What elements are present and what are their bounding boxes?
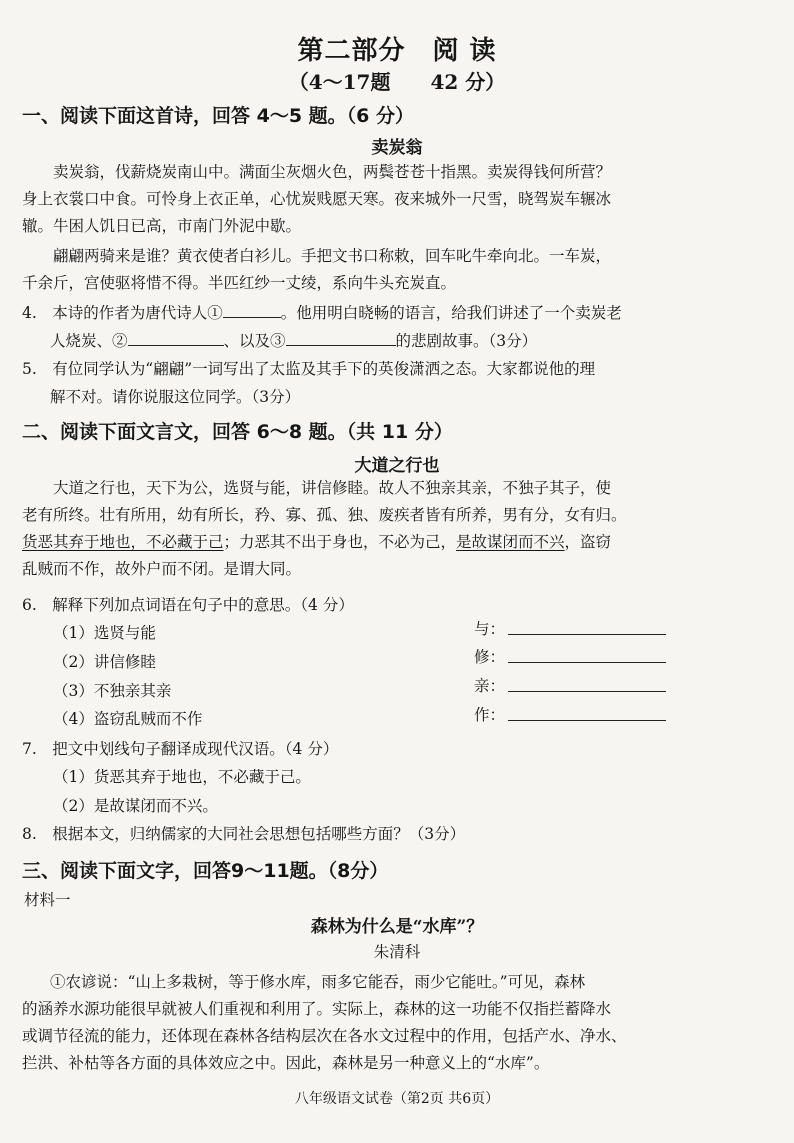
answer-blank-1[interactable] [223,317,281,318]
passage-line [22,530,611,552]
passage-text: ，盗窃 [564,533,612,551]
poem-line: 翩翩两骑来是谁？黄衣使者白衫儿。手把文书口称敕，回车叱牛牵向北。一车炭， [53,247,612,265]
question-6: 6. 解释下列加点词语在句子中的意思。（4 分） [22,596,354,614]
poem-line: 身上衣裳口中食。可怜身上衣正单，心忧炭贱愿天寒。夜来城外一尺雪，晓驾炭车辗冰 [22,190,612,208]
section-2-heading: 二、阅读下面文言文，回答 6～8 题。（共 11 分） [22,421,453,443]
q6-key: 与： [474,620,506,638]
question-7: 7. 把文中划线句子翻译成现代汉语。（4 分） [22,740,339,758]
q6-item: （1）选贤与能 [53,624,156,642]
q7-item: （2）是故谋闭而不兴。 [53,797,218,815]
passage-title: 大道之行也 [354,456,440,476]
answer-line[interactable] [508,634,666,635]
passage-line: 乱贼而不作，故外户而不闭。是谓大同。 [22,560,302,578]
question-5: 5. 有位同学认为“翩翩”一词写出了太监及其手下的英俊潇洒之态。大家都说他的理 [22,360,596,378]
question-4-cont [50,329,537,351]
underlined-sentence-1: 货恶其弃于地也，不必藏于己 [22,533,224,551]
q7-item: （1）货恶其弃于地也，不必藏于己。 [53,768,311,786]
question-4 [22,301,622,323]
passage-line: 大道之行也，天下为公，选贤与能，讲信修睦。故人不独亲其亲，不独子其子，使 [53,479,612,497]
article-title: 森林为什么是“水库”？ [310,917,484,937]
section-3-heading: 三、阅读下面文字，回答9～11题。（8分） [22,860,389,882]
answer-line[interactable] [508,662,666,663]
question-4-text: 4. 本诗的作者为唐代诗人① [22,304,223,322]
q6-key: 亲： [474,677,506,695]
underlined-sentence-2: 是故谋闭而不兴 [456,533,565,551]
question-8: 8. 根据本文，归纳儒家的大同社会思想包括哪些方面？（3分） [22,825,466,843]
answer-line[interactable] [508,720,666,721]
question-4-text: 、以及③ [223,332,286,350]
material-label: 材料一 [24,891,71,909]
q6-item: （2）讲信修睦 [53,653,156,671]
article-line: 的涵养水源功能很早就被人们重视和利用了。实际上，森林的这一功能不仅指拦蓄降水 [22,1000,612,1018]
section-1-heading: 一、阅读下面这首诗，回答 4～5 题。（6 分） [22,105,415,127]
article-author: 朱清科 [373,943,421,961]
article-line: 拦洪、补枯等各方面的具体效应之中。因此，森林是另一种意义上的“水库”。 [22,1054,550,1072]
passage-line: 老有所终。壮有所用，幼有所长，矜、寡、孤、独、废疾者皆有所养，男有分，女有归。 [22,506,627,524]
page-title: 第二部分 阅 读 [297,36,497,66]
q6-key: 修： [474,648,506,666]
article-line: 或调节径流的能力，还体现在森林各结构层次在各水文过程中的作用，包括产水、净水、 [22,1027,627,1045]
q6-item: （3）不独亲其亲 [53,682,172,700]
q6-key: 作： [474,706,506,724]
poem-line: 千余斤，宫使驱将惜不得。半匹红纱一丈绫，系向牛头充炭直。 [22,274,457,292]
answer-line[interactable] [508,691,666,692]
answer-blank-3[interactable] [286,345,396,346]
question-4-text: 。他用明白晓畅的语言，给我们讲述了一个卖炭老 [280,304,622,322]
poem-line: 卖炭翁，伐薪烧炭南山中。满面尘灰烟火色，两鬓苍苍十指黑。卖炭得钱何所营？ [53,163,612,181]
question-4-text: 的悲剧故事。（3分） [395,332,538,350]
page-footer: 八年级语文试卷（第2页 共6页） [294,1091,500,1107]
question-4-text: 人烧炭、② [50,332,128,350]
question-5-cont: 解不对。请你说服这位同学。（3分） [50,388,301,406]
passage-text: ；力恶其不出于身也，不必为己， [223,533,457,551]
answer-blank-2[interactable] [128,345,224,346]
q6-item: （4）盗窃乱贼而不作 [53,710,203,728]
poem-line: 辙。牛困人饥日已高，市南门外泥中歇。 [22,217,302,235]
article-line: ①农谚说：“山上多栽树，等于修水库，雨多它能吞，雨少它能吐。”可见，森林 [50,973,586,991]
poem-title: 卖炭翁 [371,138,423,158]
page-subtitle: （4～17题 42 分） [288,70,506,94]
